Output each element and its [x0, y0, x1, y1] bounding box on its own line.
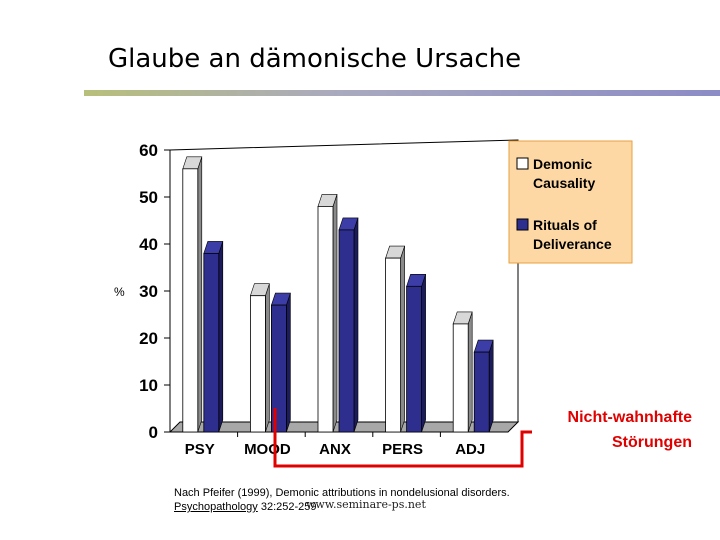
bar-front-face	[474, 352, 489, 432]
bar-demonic-mood	[250, 284, 269, 432]
legend-swatch-rituals	[517, 219, 528, 230]
bar-front-face	[204, 253, 219, 432]
annotation-text-line1: Nicht-wahnhafte	[567, 409, 692, 426]
legend-label-rituals-line1: Rituals of	[533, 217, 597, 233]
bar-rituals-psy	[204, 241, 223, 432]
legend-label-rituals-line2: Deliverance	[533, 236, 612, 252]
y-tick-label: 0	[148, 423, 158, 442]
bar-side-face	[468, 312, 472, 432]
bar-front-face	[453, 324, 468, 432]
bar-front-face	[339, 230, 354, 432]
bar-front-face	[250, 296, 265, 432]
citation-line1: Nach Pfeifer (1999), Demonic attributions in nondelusional disorders.	[174, 487, 510, 499]
bar-demonic-anx	[318, 194, 337, 432]
bar-rituals-adj	[474, 340, 493, 432]
bar-side-face	[219, 241, 223, 432]
legend	[509, 141, 632, 263]
y-axis-ticks	[139, 141, 170, 442]
citation-journal: Psychopathology	[174, 501, 258, 513]
x-category-label: MOOD	[244, 441, 291, 458]
x-category-label: PSY	[184, 441, 215, 458]
x-category-label: PERS	[382, 441, 424, 458]
slide-title: Glaube an dämonische Ursache	[108, 44, 522, 74]
bar-side-face	[401, 246, 405, 432]
bar-rituals-anx	[339, 218, 358, 432]
x-axis-labels	[185, 441, 485, 458]
y-tick-label: 20	[139, 329, 158, 348]
bar-front-face	[318, 206, 333, 432]
y-axis-unit-label: %	[114, 285, 125, 299]
bar-front-face	[183, 169, 198, 432]
legend-swatch-demonic	[517, 158, 528, 169]
y-tick-label: 40	[139, 235, 158, 254]
y-tick-label: 10	[139, 376, 158, 395]
x-category-label: ANX	[319, 441, 351, 458]
x-category-label: ADJ	[455, 441, 486, 458]
bar-front-face	[407, 286, 422, 432]
citation-pages: 32:252-259	[257, 501, 317, 513]
watermark: www.seminare-ps.net	[306, 498, 426, 511]
bar-side-face	[333, 194, 337, 432]
bar-front-face	[386, 258, 401, 432]
bar-side-face	[198, 157, 202, 432]
y-tick-label: 60	[139, 141, 158, 160]
bar-rituals-pers	[407, 274, 426, 432]
y-tick-label: 30	[139, 282, 158, 301]
bar-side-face	[265, 284, 269, 432]
legend-label-demonic-line2: Causality	[533, 175, 596, 191]
bar-demonic-adj	[453, 312, 472, 432]
bar-side-face	[354, 218, 358, 432]
bar-demonic-psy	[183, 157, 202, 432]
legend-label-demonic-line1: Demonic	[533, 156, 593, 172]
y-tick-label: 50	[139, 188, 158, 207]
bar-demonic-pers	[386, 246, 405, 432]
bar-side-face	[489, 340, 493, 432]
annotation-text-line2: Störungen	[612, 434, 692, 451]
bar-side-face	[286, 293, 290, 432]
bar-side-face	[422, 274, 426, 432]
